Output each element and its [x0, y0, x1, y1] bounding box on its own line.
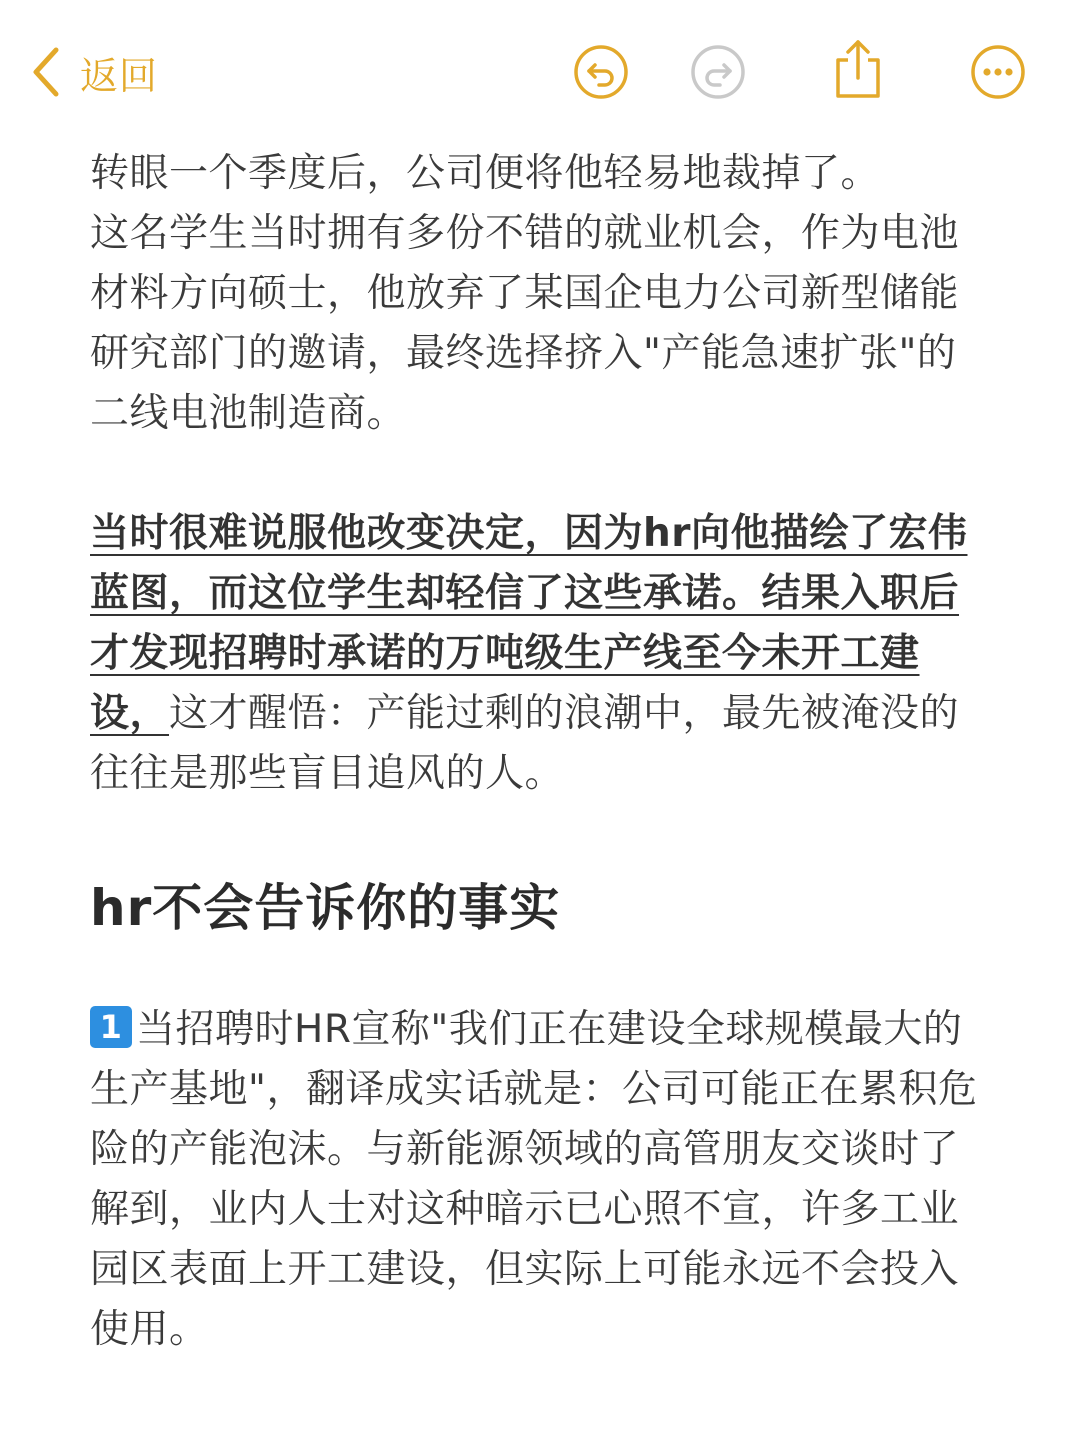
note-body[interactable] — [90, 144, 995, 804]
emphasized-text: 当时很难说服他改变决定，因为hr向他描绘了宏伟蓝图，而这位学生却轻信了这些承诺。结果入职后才发现招聘时承诺的万吨级生产线至今未开工建设， — [90, 511, 968, 736]
paragraph-2-rest: 这才醒悟：产能过剩的浪潮中，最先被淹没的往往是那些盲目追风的人。 — [90, 691, 960, 796]
back-button[interactable] — [30, 44, 158, 100]
more-icon[interactable] — [970, 44, 1026, 100]
note-toolbar — [0, 0, 1080, 140]
chevron-left-icon — [30, 46, 60, 98]
share-icon[interactable] — [830, 38, 886, 100]
body-paragraph-1: 转眼一个季度后，公司便将他轻易地裁掉了。 这名学生当时拥有多份不错的就业机会，作为电池材料方向硕士，他放弃了某国企电力公司新型储能研究部门的邀请，最终选择挤入"产能急速扩张"的二线电池制造商。 — [90, 151, 960, 436]
numbered-item-1 — [90, 1000, 995, 1360]
undo-icon[interactable] — [573, 44, 629, 100]
item-1-paragraph — [90, 1000, 995, 1360]
section-heading: hr不会告诉你的事实 — [90, 879, 561, 937]
number-1-badge: 1 — [90, 1006, 132, 1048]
body-paragraph-2 — [90, 504, 995, 804]
back-label: 返回 — [80, 53, 159, 98]
redo-icon[interactable] — [690, 44, 746, 100]
item-1-text: 当招聘时HR宣称"我们正在建设全球规模最大的生产基地"，翻译成实话就是：公司可能正在累积危险的产能泡沫。与新能源领域的高管朋友交谈时了解到，业内人士对这种暗示已心照不宣，许多工业园区表面上开工建设，但实际上可能永远不会投入使用。 — [90, 1007, 978, 1352]
